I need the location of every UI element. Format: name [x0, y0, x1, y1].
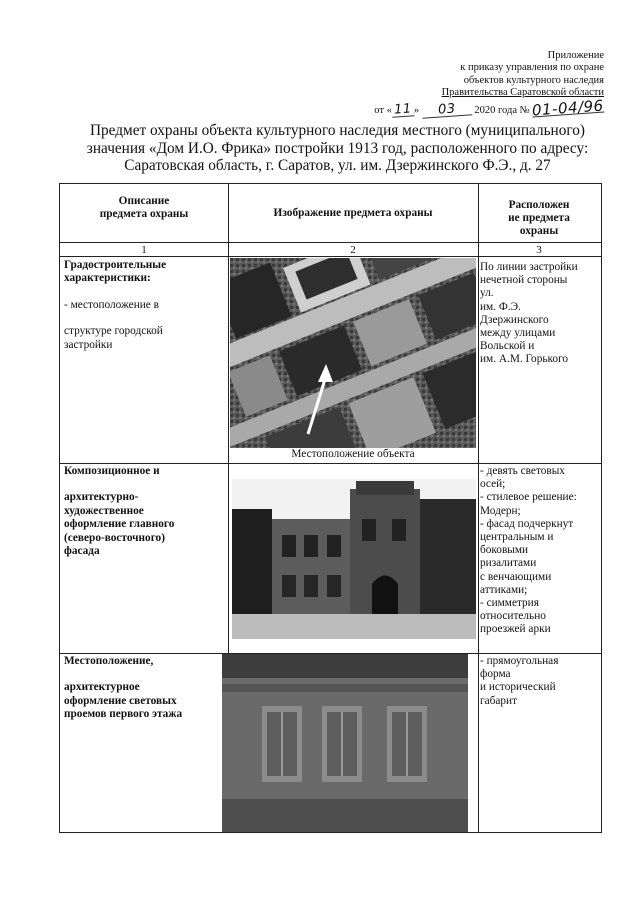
row-divider-numbers — [60, 256, 601, 257]
row2-loc-line: Модерн; — [480, 504, 521, 517]
row3-desc-line: архитектурное — [64, 681, 140, 694]
annex-day: 11 — [391, 103, 414, 118]
annex-from: от — [374, 104, 384, 116]
row2-desc-line: (северо-восточного) — [64, 531, 165, 544]
header-col3-line2: ие предмета — [508, 212, 570, 224]
row3-loc-line: - прямоугольная — [480, 655, 559, 667]
page-title — [60, 122, 615, 175]
row2-loc-line: центральным и — [480, 531, 554, 544]
row2-loc-line: боковыми — [480, 544, 529, 557]
annex-line-3: объектов культурного наследия — [463, 74, 604, 86]
row1-location — [480, 261, 598, 367]
facade-photo-image — [232, 479, 476, 639]
annex-line-1: Приложение — [547, 50, 604, 61]
row2-loc-line: - фасад подчеркнут — [480, 517, 574, 530]
annex-year: 2020 года № — [474, 104, 530, 116]
row-divider-1 — [60, 463, 601, 464]
row3-desc-line: проемов первого этажа — [64, 708, 183, 721]
annex-line-4: Правительства Саратовской области — [441, 87, 604, 99]
header-col2: Изображение предмета охраны — [273, 207, 433, 219]
header-col3 — [478, 199, 600, 238]
aerial-location-photo — [230, 258, 476, 448]
row2-desc-line: художественное — [64, 504, 144, 517]
row1-desc-text-2: структуре городской — [64, 325, 163, 338]
col-number-3: 3 — [536, 244, 542, 256]
row3-desc-line: оформление световых — [64, 694, 177, 707]
header-col1-line1: Описание — [118, 195, 170, 207]
annex-block — [364, 50, 605, 120]
row2-loc-line: проезжей арки — [480, 623, 551, 636]
title-line-2: значения «Дом И.О. Фрика» постройки 1913 год, расположенного по адресу: — [86, 139, 589, 157]
row2-loc-line: аттиками; — [480, 583, 528, 596]
row2-desc-line: оформление главного — [64, 518, 175, 531]
row1-desc-bold-1: Градостроительные — [64, 259, 167, 271]
header-col1 — [60, 195, 228, 221]
row2-location — [480, 465, 598, 637]
row-divider-header — [60, 242, 601, 243]
row3-description — [64, 655, 224, 722]
row2-description — [64, 465, 224, 558]
row3-loc-line: и исторический — [480, 681, 556, 694]
row2-loc-line: с венчающими — [480, 570, 552, 583]
windows-photo — [222, 654, 468, 832]
row2-desc-line: Композиционное и — [64, 465, 160, 477]
annex-date-line: от « 11 » 03 2020 года № 01-04/96 — [374, 96, 605, 120]
row2-desc-line: фасада — [64, 545, 100, 558]
row2-loc-line: осей; — [480, 478, 506, 491]
row1-description — [64, 259, 224, 352]
col-number-1: 1 — [141, 244, 147, 256]
header-col3-line1: Расположен — [508, 199, 570, 211]
header-col3-line3: охраны — [519, 225, 559, 237]
row1-loc-line: между улицами — [480, 327, 556, 340]
row1-loc-line: Дзержинского — [480, 313, 549, 326]
title-line-3: Саратовская область, г. Саратов, ул. им. Дзержинского Ф.Э., д. 27 — [124, 157, 551, 174]
row1-loc-line: Вольской и — [480, 340, 535, 353]
row1-desc-text-1: - местоположение в — [64, 298, 159, 311]
row3-loc-line: форма — [480, 668, 511, 681]
header-col1-line2: предмета охраны — [99, 208, 189, 220]
row2-loc-line: - девять световых — [480, 465, 565, 477]
row1-loc-line: нечетной стороны — [480, 274, 568, 287]
row3-desc-line: Местоположение, — [64, 655, 154, 667]
protection-table — [59, 183, 602, 833]
col-number-2: 2 — [350, 244, 356, 256]
annex-line-2: к приказу управления по охране — [460, 62, 604, 74]
annex-number: 01-04/96 — [531, 96, 605, 120]
row1-desc-text-3: застройки — [64, 338, 113, 351]
windows-photo-image — [222, 654, 468, 832]
row1-loc-line: им. Ф.Э. — [480, 300, 521, 313]
location-caption: Местоположение объекта — [291, 448, 415, 460]
row2-desc-line: архитектурно- — [64, 491, 139, 504]
row1-desc-bold-2: характеристики: — [64, 272, 151, 285]
row2-loc-line: - стилевое решение: — [480, 491, 577, 504]
row1-loc-line: им. А.М. Горького — [480, 353, 569, 366]
row2-loc-line: - симметрия — [480, 597, 539, 610]
row2-loc-line: ризалитами — [480, 557, 537, 570]
annex-month: 03 — [421, 102, 472, 119]
row2-loc-line: относительно — [480, 610, 546, 623]
row3-loc-line: габарит — [480, 694, 518, 707]
row1-loc-line: ул. — [480, 287, 494, 300]
title-line-1: Предмет охраны объекта культурного наследия местного (муниципального) — [89, 122, 586, 139]
row1-loc-line: По линии застройки — [480, 261, 578, 273]
aerial-photo-image — [230, 258, 476, 448]
col-divider-2 — [478, 184, 479, 832]
facade-photo — [232, 479, 476, 639]
row3-location — [480, 655, 598, 708]
